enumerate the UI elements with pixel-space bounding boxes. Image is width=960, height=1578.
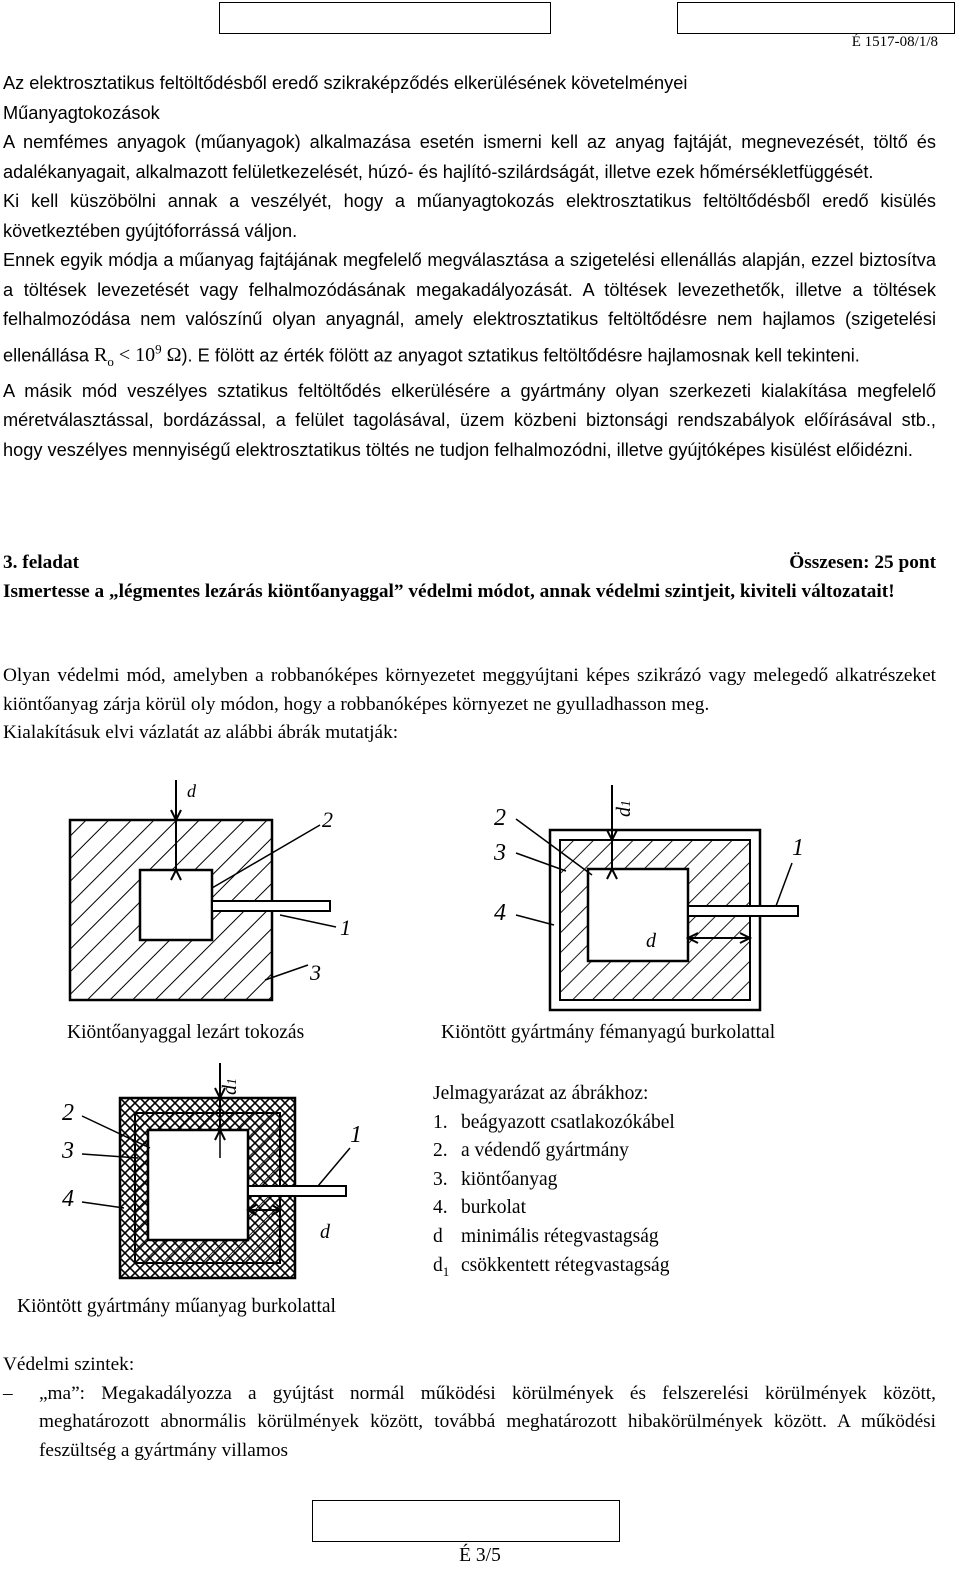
protection-levels: [3, 1351, 936, 1465]
page-code: É 1517-08/1/8: [851, 34, 938, 50]
figure-2-caption: Kiöntött gyártmány fémanyagú burkolattal: [441, 1022, 776, 1043]
legend-item: 2. a védendő gyártmány: [433, 1140, 629, 1162]
header-box-left: [219, 2, 551, 34]
label-d: d: [187, 781, 196, 801]
dash-bullet: –: [3, 1382, 13, 1404]
legend: [433, 1080, 675, 1286]
label-3: 3: [62, 1138, 74, 1164]
paragraph-3: Ennek egyik módja a műanyag fajtájának megfelelő megválasztása a szigetelési ellenállás alapján, ezzel biztosítva a töltések levezetését vagy felhalmozódásának megakadályozását. A töltések levezethetők, illetve a töltések felhalmozódása nem valószínű olyan anyagnál, amely elektrosztatikus feltöltődésre nem hajlamos (szigetelési ellenállása $R_o < 10^9$ Ω). E fölött az érték fölött az anyagot sztatikus feltöltődésre hajlamosnak kell tekinteni.: [3, 250, 936, 370]
resistance-symbol: R: [94, 344, 108, 367]
task-answer: [3, 662, 936, 748]
task-question: Ismertesse a „légmentes lezárás kiöntőanyaggal” védelmi módot, annak védelmi szintjeit, kiviteli változatait!: [3, 580, 895, 602]
section-title: Az elektrosztatikus feltöltődésből eredő szikraképződés elkerülésének követelményei: [3, 73, 688, 93]
task-header: [3, 549, 936, 578]
legend-key-d1: $d_1$: [433, 1254, 450, 1279]
section-1: [3, 69, 936, 465]
legend-item: 4. burkolat: [433, 1197, 526, 1219]
task-points: Összesen: 25 pont: [789, 552, 936, 573]
label-2: 2: [494, 805, 506, 831]
cable: [688, 906, 798, 916]
label-1: 1: [340, 915, 351, 940]
protected-device: [148, 1130, 248, 1240]
label-1: 1: [350, 1122, 362, 1148]
figure-2: [480, 775, 840, 1020]
legend-item: $d_1$ csökkentett rétegvastagság: [433, 1254, 670, 1279]
label-d: d: [320, 1221, 330, 1243]
levels-title: Védelmi szintek:: [3, 1354, 135, 1375]
task-number: 3. feladat: [3, 552, 80, 573]
label-d1: d1: [219, 1078, 241, 1095]
paragraph-2: Ki kell küszöbölni annak a veszélyét, hogy a műanyagtokozás elektrosztatikus feltöltődésből eredő kisülés következtében gyújtóforrássá váljon.: [3, 191, 936, 241]
footer-box: [312, 1500, 620, 1542]
legend-title: Jelmagyarázat az ábrákhoz:: [433, 1083, 649, 1104]
label-2: 2: [322, 807, 333, 832]
task-section: [3, 549, 936, 606]
level-ma-text: „ma”: Megakadályozza a gyújtást normál működési körülmények és felszerelési körülmények között, meghatározott abnormális körülmények között, továbbá meghatározott hibakörülmények között. A működési feszültség a gyártmány villamos: [39, 1382, 936, 1461]
label-4: 4: [62, 1186, 74, 1212]
section-subtitle: Műanyagtokozások: [3, 102, 160, 123]
protected-device: [140, 870, 212, 940]
footer-page-number: É 3/5: [459, 1545, 501, 1566]
cable: [248, 1186, 346, 1196]
label-3: 3: [494, 840, 506, 866]
label-d: d: [646, 930, 656, 952]
header-box-right: [677, 2, 955, 34]
answer-paragraph-2: Kialakításuk elvi vázlatát az alábbi ábrák mutatják:: [3, 722, 399, 743]
label-1: 1: [792, 835, 804, 861]
answer-paragraph-1: Olyan védelmi mód, amelyben a robbanóképes környezetet meggyújtani képes szikrázó vagy melegedő alkatrészeket kiöntőanyag zárja körül oly módon, hogy a robbanóképes környezet ne gyulladhasson meg.: [3, 665, 936, 715]
figure-1-caption: Kiöntőanyaggal lezárt tokozás: [67, 1022, 305, 1043]
paragraph-4: A másik mód veszélyes sztatikus feltöltődés elkerülésére a gyártmány olyan szerkezeti kialakítása megfelelő méretválasztással, bordázással, a felület tagolásával, üzem közbeni biztonsági rendszabályok előírásával stb., hogy veszélyes mennyiségű elektrosztatikus töltés ne tudjon felhalmozódni, illetve gyújtóképes kisülést előidézni.: [3, 380, 936, 460]
legend-item: d minimális rétegvastagság: [433, 1225, 659, 1247]
label-d1: d1: [613, 800, 635, 817]
figure-3-caption: Kiöntött gyártmány műanyag burkolattal: [17, 1296, 336, 1317]
label-4: 4: [494, 900, 506, 926]
legend-item: 3. kiöntőanyag: [433, 1168, 558, 1190]
figure-1: [40, 775, 400, 1020]
protected-device: [588, 869, 688, 961]
figure-3: [50, 1058, 380, 1293]
cable: [212, 901, 330, 911]
label-2: 2: [62, 1100, 74, 1126]
legend-item: 1. beágyazott csatlakozókábel: [433, 1111, 675, 1133]
level-ma: [3, 1380, 936, 1466]
paragraph-1: A nemfémes anyagok (műanyagok) alkalmazása esetén ismerni kell az anyag fajtáját, megnevezését, töltő és adalékanyagait, alkalmazott felületkezelését, húzó- és hajlító-szilárdságát, illetve ezek hőmérsékletfüggését.: [3, 132, 936, 182]
label-3: 3: [310, 960, 321, 985]
